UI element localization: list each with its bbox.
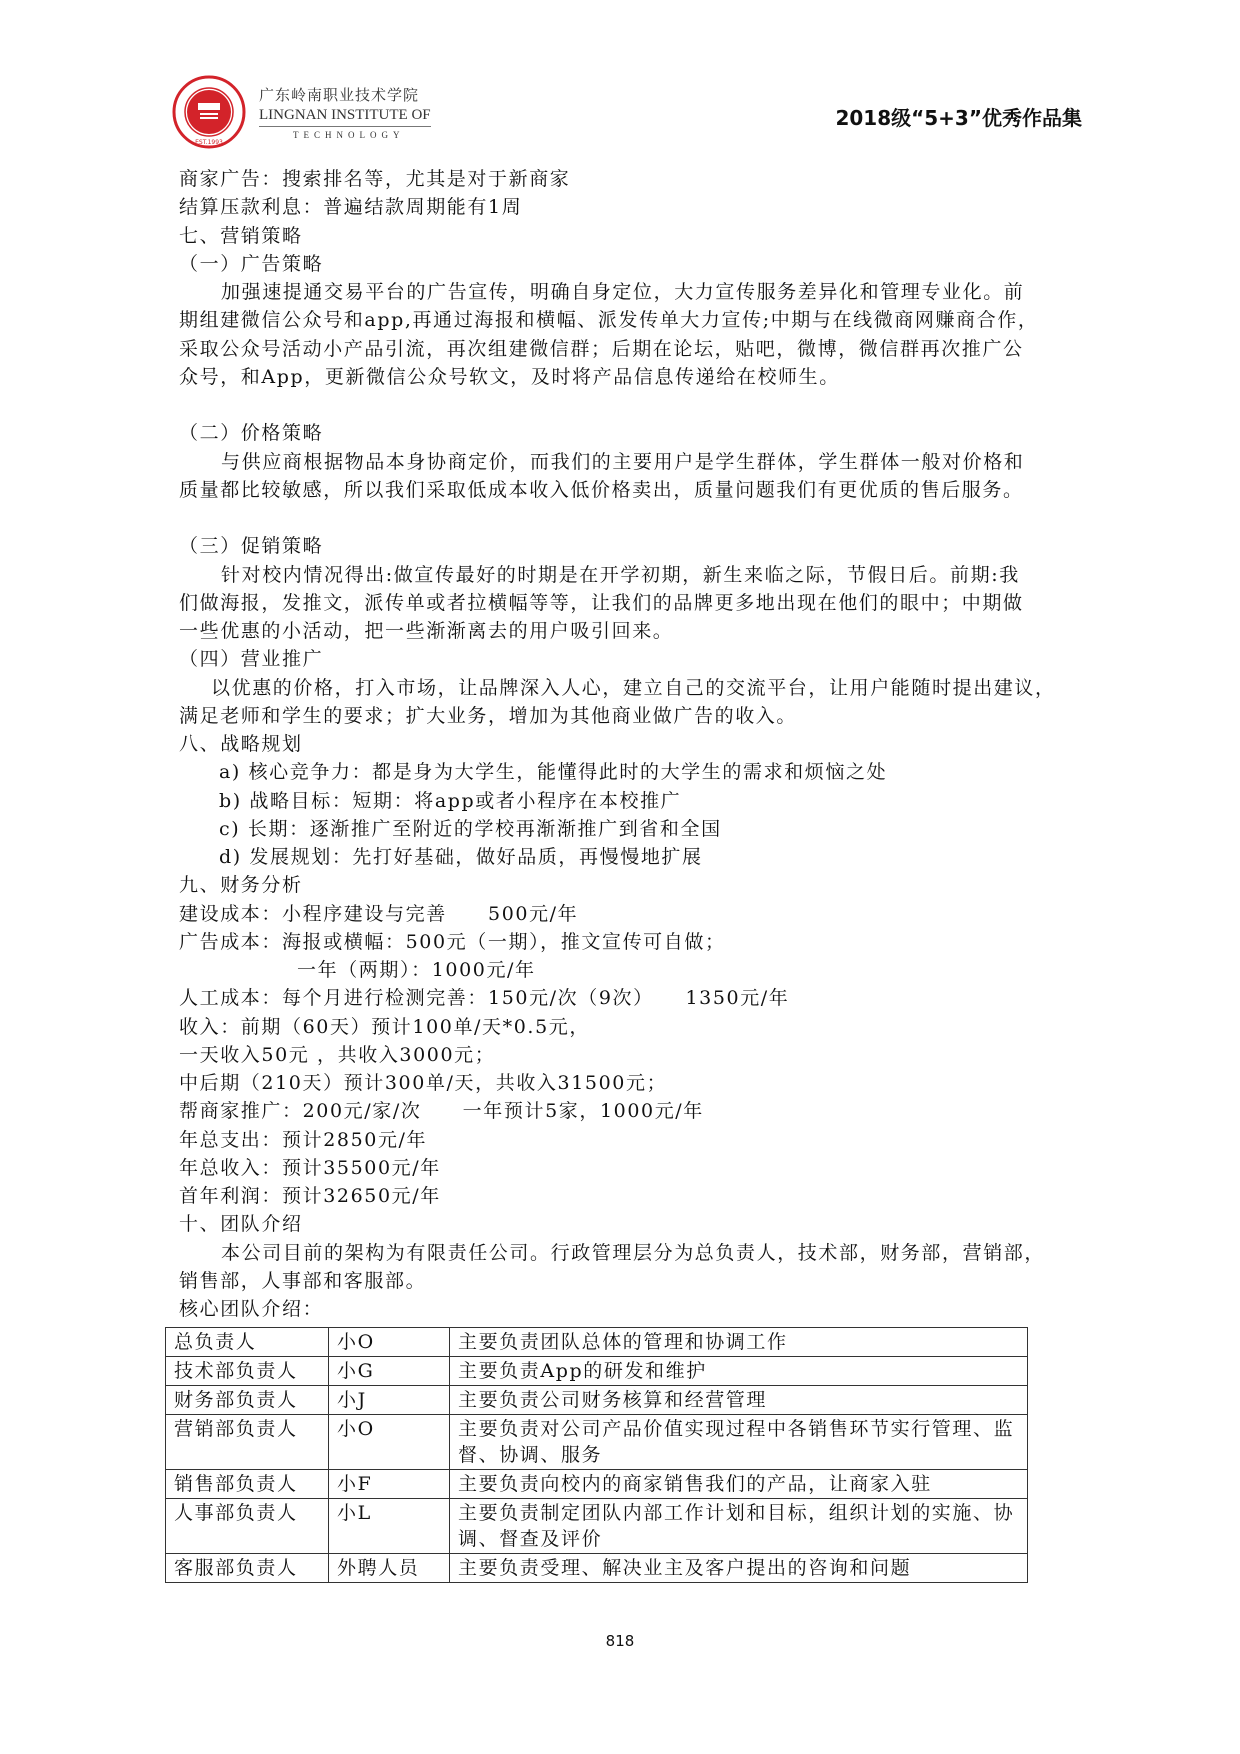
text-line: 结算压款利息：普遍结款周期能有1周 — [179, 196, 523, 219]
text-line: 本公司目前的架构为有限责任公司。行政管理层分为总负责人，技术部，财务部，营销部， — [221, 1241, 1046, 1264]
cell-role: 总负责人 — [166, 1328, 329, 1357]
institute-name-en-2: TECHNOLOGY — [293, 130, 405, 140]
institute-logo — [172, 75, 246, 149]
institute-name-en: LINGNAN INSTITUTE OF — [259, 107, 431, 127]
subsection-heading: （三）促销策略 — [179, 535, 324, 558]
cell-member: 小O — [329, 1328, 450, 1357]
text-line: 年总收入：预计35500元/年 — [179, 1156, 441, 1179]
text-line: 一天收入50元 ，共收入3000元； — [179, 1043, 496, 1066]
table-row — [166, 1328, 1028, 1357]
text-line: 首年利润：预计32650元/年 — [179, 1185, 441, 1207]
text-line: 人工成本：每个月进行检测完善：150元/次（9次） 1350元/年 — [179, 987, 790, 1010]
cell-role: 销售部负责人 — [166, 1470, 329, 1499]
text-line: 一年（两期）：1000元/年 — [297, 959, 536, 981]
text-line: 核心团队介绍： — [179, 1298, 324, 1320]
text-line: 中后期（210天）预计300单/天，共收入31500元； — [179, 1072, 668, 1094]
text-line: 销售部，人事部和客服部。 — [179, 1269, 427, 1292]
table-row — [166, 1386, 1028, 1415]
text-line: 商家广告：搜索排名等，尤其是对于新商家 — [179, 168, 571, 190]
text-line: 与供应商根据物品本身协商定价，而我们的主要用户是学生群体，学生群体一般对价格和 — [221, 450, 1025, 473]
text-line: 们做海报，发推文，派传单或者拉横幅等等，让我们的品牌更多地出现在他们的眼中；中期做 — [179, 591, 1024, 614]
cell-role: 营销部负责人 — [166, 1415, 329, 1470]
list-item: a) 核心竞争力：都是身为大学生，能懂得此时的大学生的需求和烦恼之处 — [219, 761, 888, 784]
cell-member: 小O — [329, 1415, 450, 1470]
institute-name — [259, 84, 431, 140]
text-line: 帮商家推广：200元/家/次 一年预计5家，1000元/年 — [179, 1100, 704, 1123]
cell-duty: 主要负责受理、解决业主及客户提出的咨询和问题 — [450, 1554, 1028, 1583]
subsection-heading: （四）营业推广 — [179, 648, 324, 671]
section-heading: 七、营销策略 — [179, 224, 303, 247]
text-line: 加强速提通交易平台的广告宣传，明确自身定位，大力宣传服务差异化和管理专业化。前 — [221, 281, 1025, 303]
table-row — [166, 1554, 1028, 1583]
institute-name-cn: 广东岭南职业技术学院 — [259, 86, 420, 104]
text-line: 采取公众号活动小产品引流，再次组建微信群；后期在论坛，贴吧，微博，微信群再次推广公 — [179, 337, 1024, 360]
text-line: 以优惠的价格，打入市场，让品牌深入人心，建立自己的交流平台，让用户能随时提出建议， — [211, 676, 1056, 699]
collection-title: 2018级“5+3”优秀作品集 — [835, 106, 1082, 130]
section-heading: 八、战略规划 — [179, 733, 303, 755]
table-row — [166, 1415, 1028, 1470]
cell-member: 小J — [329, 1386, 450, 1415]
table-row — [166, 1470, 1028, 1499]
text-line: 期组建微信公众号和app,再通过海报和横幅、派发传单大力宣传;中期与在线微商网赚商合作， — [179, 309, 1039, 332]
cell-role: 人事部负责人 — [166, 1499, 329, 1554]
cell-duty: 主要负责公司财务核算和经营管理 — [450, 1386, 1028, 1415]
list-item: d) 发展规划：先打好基础，做好品质，再慢慢地扩展 — [219, 846, 703, 868]
list-item: b) 战略目标：短期：将app或者小程序在本校推广 — [219, 789, 682, 812]
subsection-heading: （二）价格策略 — [179, 422, 324, 445]
cell-duty: 主要负责制定团队内部工作计划和目标，组织计划的实施、协调、督查及评价 — [450, 1499, 1028, 1554]
section-heading: 九、财务分析 — [179, 874, 303, 897]
text-line: 针对校内情况得出:做宣传最好的时期是在开学初期，新生来临之际，节假日后。前期:我 — [221, 563, 1020, 586]
page-number: 818 — [605, 1632, 635, 1650]
team-table — [165, 1327, 1028, 1583]
cell-duty: 主要负责App的研发和维护 — [450, 1357, 1028, 1386]
text-line: 广告成本：海报或横幅：500元（一期），推文宣传可自做； — [179, 930, 726, 953]
table-row — [166, 1499, 1028, 1554]
table-row — [166, 1357, 1028, 1386]
text-line: 满足老师和学生的要求；扩大业务，增加为其他商业做广告的收入。 — [179, 704, 798, 727]
text-line: 建设成本：小程序建设与完善 500元/年 — [179, 902, 579, 925]
cell-member: 小F — [329, 1470, 450, 1499]
cell-member: 小L — [329, 1499, 450, 1554]
text-line: 一些优惠的小活动，把一些渐渐离去的用户吸引回来。 — [179, 620, 674, 642]
text-line: 收入：前期（60天）预计100单/天*0.5元， — [179, 1015, 590, 1038]
cell-role: 技术部负责人 — [166, 1357, 329, 1386]
list-item: c) 长期：逐渐推广至附近的学校再渐渐推广到省和全国 — [219, 817, 722, 840]
cell-role: 财务部负责人 — [166, 1386, 329, 1415]
cell-member: 外聘人员 — [329, 1554, 450, 1583]
text-line: 质量都比较敏感，所以我们采取低成本收入低价格卖出，质量问题我们有更优质的售后服务。 — [179, 478, 1024, 501]
subsection-heading: （一）广告策略 — [179, 252, 324, 275]
cell-duty: 主要负责对公司产品价值实现过程中各销售环节实行管理、监督、协调、服务 — [450, 1415, 1028, 1470]
document-body — [179, 165, 1074, 1323]
text-line: 年总支出：预计2850元/年 — [179, 1128, 428, 1151]
section-heading: 十、团队介绍 — [179, 1213, 303, 1236]
cell-duty: 主要负责向校内的商家销售我们的产品，让商家入驻 — [450, 1470, 1028, 1499]
cell-duty: 主要负责团队总体的管理和协调工作 — [450, 1328, 1028, 1357]
cell-member: 小G — [329, 1357, 450, 1386]
text-line: 众号，和App，更新微信公众号软文，及时将产品信息传递给在校师生。 — [179, 365, 840, 388]
cell-role: 客服部负责人 — [166, 1554, 329, 1583]
svg-text:EST.1993: EST.1993 — [195, 139, 223, 146]
